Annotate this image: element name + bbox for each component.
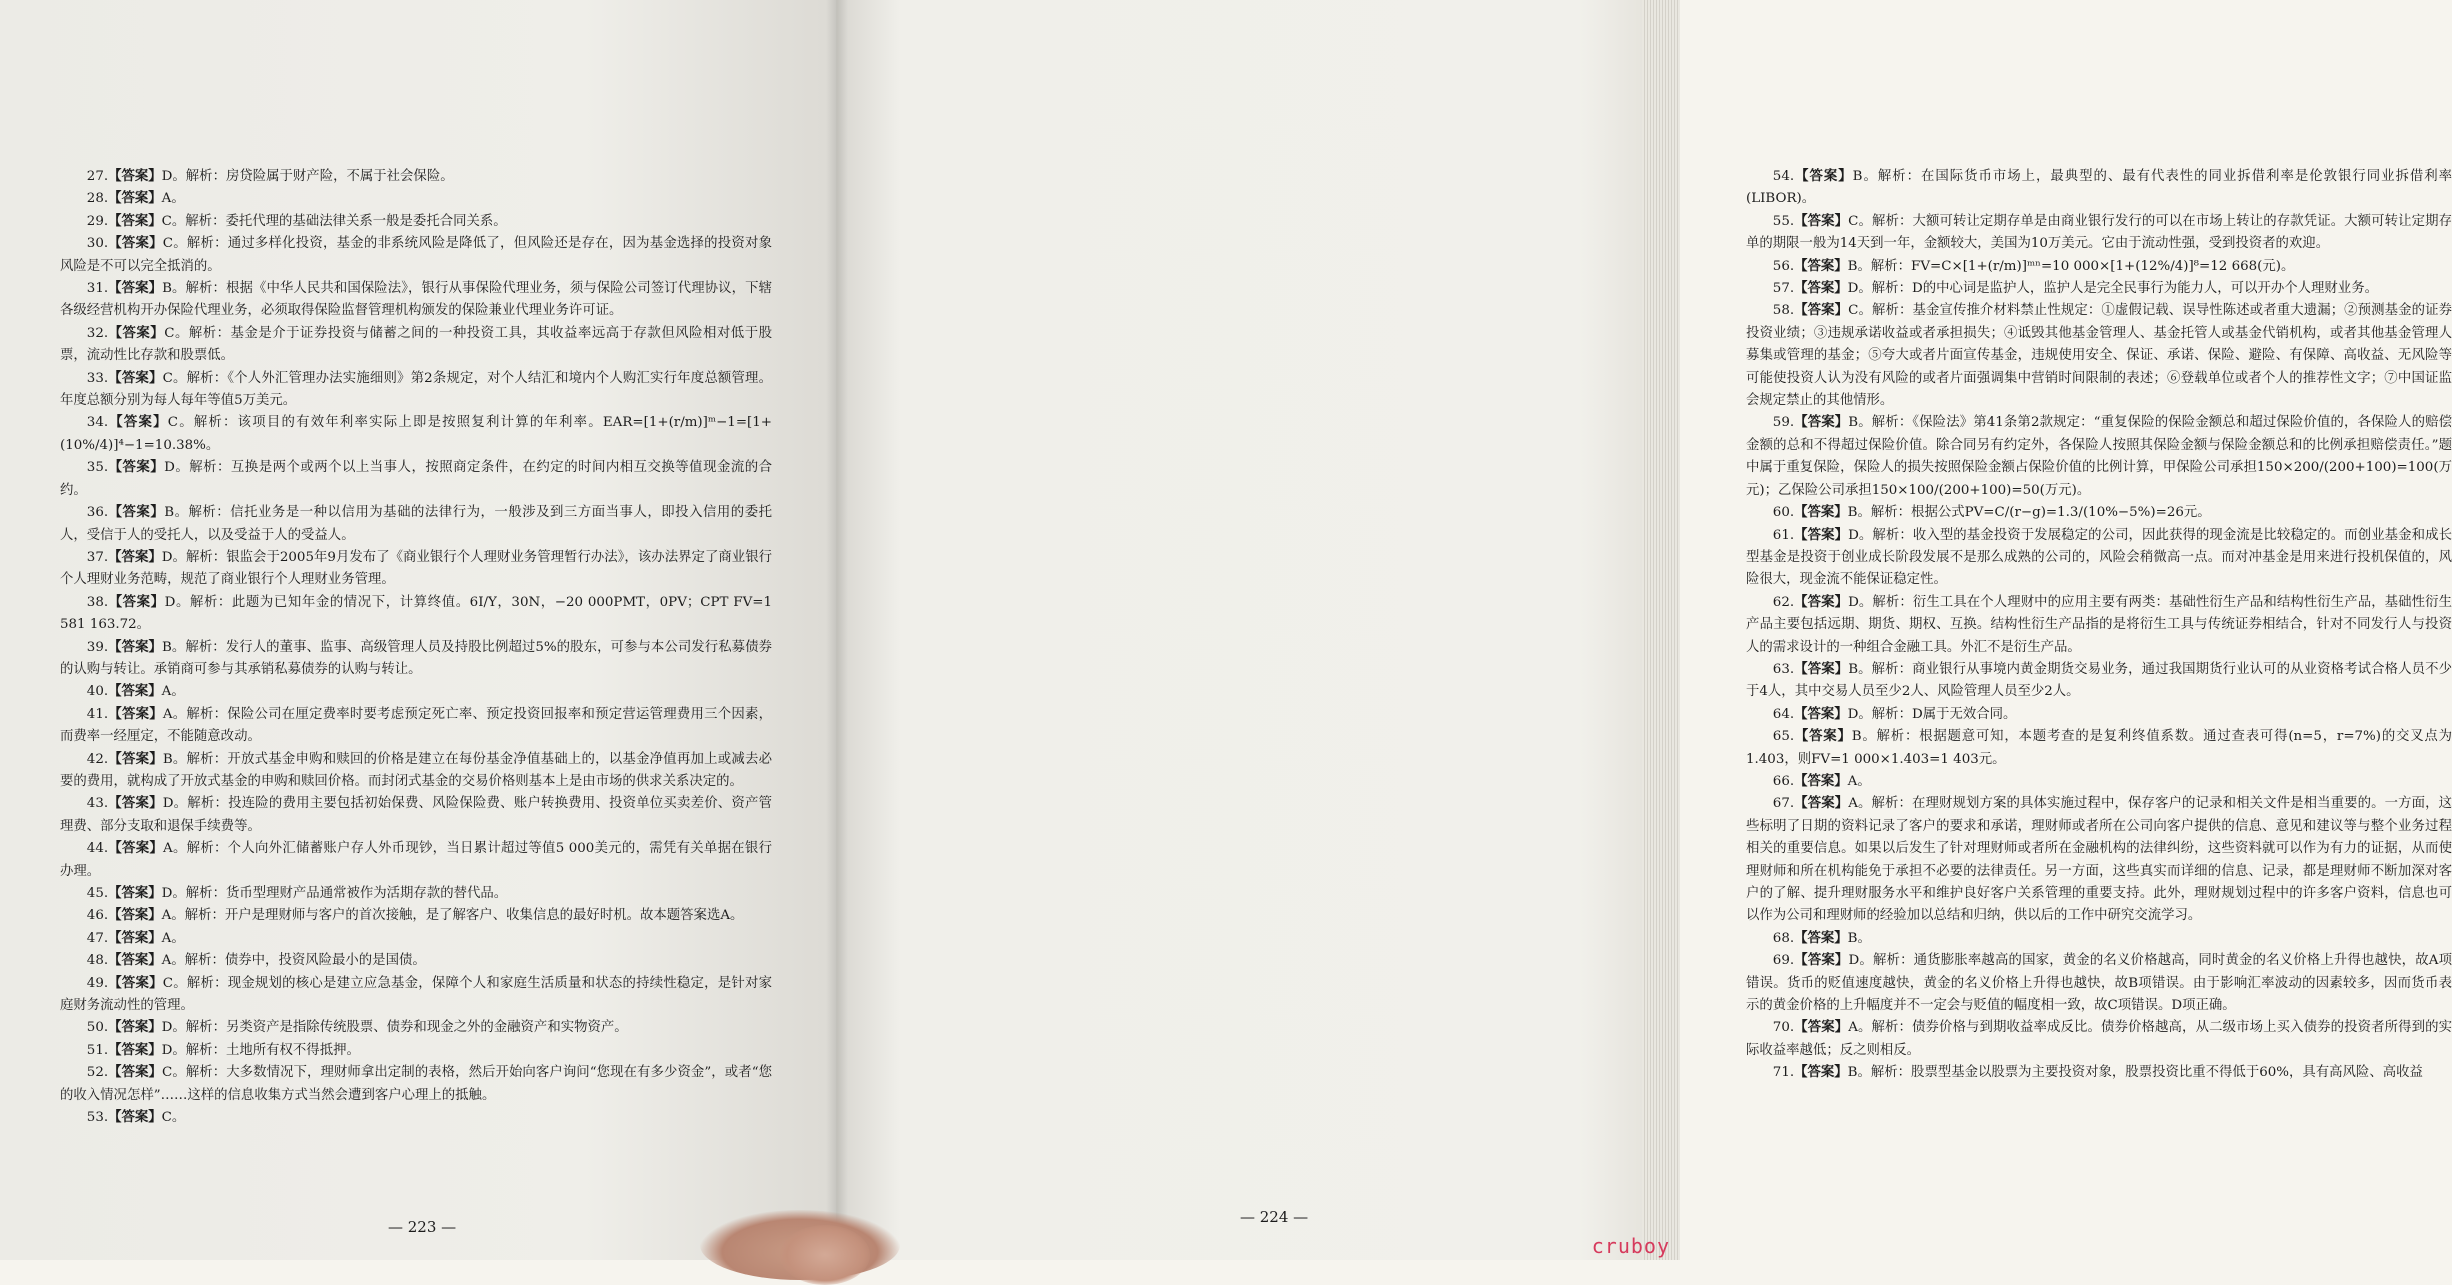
answer-entry <box>1746 771 2452 793</box>
answer-label: 【答案】 <box>108 325 165 341</box>
answer-text: B。解析：在国际货币市场上，最典型的、最有代表性的同业拆借利率是伦敦银行同业拆借利率(LIBOR)。 <box>1746 169 2452 207</box>
answer-label: 【答案】 <box>108 236 163 252</box>
question-number: 34. <box>86 415 109 431</box>
answer-entry <box>60 928 772 950</box>
finger-holding-book <box>780 1225 870 1285</box>
answer-text: A。 <box>161 930 185 946</box>
answer-entry <box>1746 166 2452 211</box>
question-number: 40. <box>86 684 109 700</box>
answer-entry <box>1746 256 2452 278</box>
answer-label: 【答案】 <box>1794 796 1849 812</box>
answer-text: C。解析：该项目的有效年利率实际上即是按照复利计算的年利率。EAR=[1+(r/m)]ᵐ−1=[1+(10%/4)]⁴−1=10.38%。 <box>60 415 772 453</box>
answer-label: 【答案】 <box>108 1042 162 1058</box>
answer-label: 【答案】 <box>1794 303 1849 319</box>
answer-entry <box>60 592 772 637</box>
question-number: 64. <box>1772 706 1795 722</box>
answer-label: 【答案】 <box>1794 1065 1848 1081</box>
answer-text: D。解析：投连险的费用主要包括初始保费、风险保险费、账户转换费用、投资单位买卖差价、资产管理费、部分支取和退保手续费等。 <box>60 796 773 834</box>
answer-label: 【答案】 <box>108 1020 162 1036</box>
answer-label: 【答案】 <box>108 415 168 431</box>
answer-label: 【答案】 <box>108 169 162 184</box>
answer-text: A。解析：个人向外汇储蓄账户存人外币现钞，当日累计超过等值5 000美元的，需凭有关单据在银行办理。 <box>60 841 772 879</box>
answer-text: C。解析：委托代理的基础法律关系一般是委托合同关系。 <box>161 213 507 229</box>
question-number: 29. <box>86 213 109 229</box>
answer-text: D。解析：另类资产是指除传统股票、债券和现金之外的金融资产和实物资产。 <box>161 1020 628 1036</box>
answer-label: 【答案】 <box>108 213 162 229</box>
answer-entry <box>1746 726 2452 771</box>
answer-label: 【答案】 <box>108 684 162 700</box>
answer-label: 【答案】 <box>1794 169 1853 184</box>
answer-label: 【答案】 <box>1794 1020 1849 1036</box>
question-number: 62. <box>1772 594 1795 610</box>
answer-text: A。解析：债券价格与到期收益率成反比。债券价格越高，从二级市场上买入债券的投资者所得到的实际收益率越低；反之则相反。 <box>1746 1020 2452 1058</box>
question-number: 70. <box>1772 1020 1795 1036</box>
answer-label: 【答案】 <box>108 886 162 901</box>
answer-label: 【答案】 <box>108 1065 163 1081</box>
answer-entry <box>60 323 772 368</box>
answer-entry <box>1746 300 2452 412</box>
answer-label: 【答案】 <box>108 841 164 857</box>
question-number: 30. <box>86 236 109 252</box>
question-number: 66. <box>1772 773 1795 789</box>
question-number: 43. <box>86 796 109 812</box>
question-number: 54. <box>1772 169 1795 184</box>
answer-entry <box>60 457 772 502</box>
answer-entry <box>60 883 772 905</box>
answer-text: D。解析：D的中心词是监护人，监护人是完全民事行为能力人，可以开办个人理财业务。 <box>1847 281 2378 297</box>
answer-text: B。解析：根据题意可知，本题考查的是复利终值系数。通过查表可得(n=5，r=7%)的交叉点为1.403，则FV=1 000×1.403=1 403元。 <box>1746 729 2452 767</box>
question-number: 47. <box>86 930 109 946</box>
answer-text: A。解析：保险公司在厘定费率时要考虑预定死亡率、预定投资回报率和预定营运管理费用三个因素，而费率一经厘定，不能随意改动。 <box>60 706 772 745</box>
answer-text: B。解析：商业银行从事境内黄金期货交易业务，通过我国期货行业认可的从业资格考试合格人员不少于4人，其中交易人员至少2人、风险管理人员至少2人。 <box>1746 661 2452 700</box>
question-number: 50. <box>86 1020 109 1036</box>
answer-entry <box>60 905 772 927</box>
question-number: 32. <box>86 325 109 341</box>
answer-label: 【答案】 <box>108 751 163 767</box>
answer-entry <box>1746 659 2452 704</box>
question-number: 69. <box>1772 953 1795 969</box>
page-edges <box>1642 0 1680 1260</box>
answer-label: 【答案】 <box>108 460 165 476</box>
answer-label: 【答案】 <box>108 930 162 946</box>
question-number: 31. <box>86 281 109 297</box>
answer-text: D。解析：此题为已知年金的情况下，计算终值。6I/Y，30N，−20 000PMT，0PV；CPT FV=1 581 163.72。 <box>60 594 772 633</box>
answer-text: B。解析：开放式基金申购和赎回的价格是建立在每份基金净值基础上的，以基金净值再加上或减去必要的费用，就构成了开放式基金的申购和赎回价格。而封闭式基金的交易价格则基本上是由市场的供求关系决定的。 <box>60 751 772 789</box>
answer-text: D。解析：土地所有权不得抵押。 <box>161 1042 360 1058</box>
answer-label: 【答案】 <box>108 505 165 521</box>
answer-entry <box>1746 928 2452 950</box>
answer-text: C。解析：通过多样化投资，基金的非系统风险是降低了，但风险还是存在，因为基金选择的投资对象风险是不可以完全抵消的。 <box>60 236 773 274</box>
answer-label: 【答案】 <box>1794 773 1848 789</box>
answer-entry <box>1746 1017 2452 1062</box>
answer-text: B。解析：信托业务是一种以信用为基础的法律行为，一般涉及到三方面当事人，即投入信用的委托人，受信于人的受托人，以及受益于人的受益人。 <box>60 505 772 543</box>
question-number: 28. <box>86 191 109 207</box>
answer-text: D。解析：互换是两个或两个以上当事人，按照商定条件，在约定的时间内相互交换等值现金流的合约。 <box>60 460 773 498</box>
answer-entry <box>1746 502 2452 524</box>
answer-label: 【答案】 <box>1794 527 1849 543</box>
answer-entry <box>60 704 772 749</box>
answer-text: A。解析：在理财规划方案的具体实施过程中，保存客户的记录和相关文件是相当重要的。一方面，这些标明了日期的资料记录了客户的要求和承诺，理财师或者所在公司向客户提供的信息、意见和建议等与整个业务过程相关的重要信息。如果以后发生了针对理财师或者所在金融机构的法律纠纷，这些资料就可以作为有力的证据，从而使理财师和所在机构能免于承担不必要的法律责任。另一方面，这些真实而详细的信息、记录，都是理财师不断加深对客户的了解、提升理财服务水平和维护良好客户关系管理的重要支持。此外，理财规划过程中的许多客户资料，信息也可以作为公司和理财师的经验加以总结和归纳，供以后的工作中研究交流学习。 <box>1746 796 2452 924</box>
answer-label: 【答案】 <box>108 1110 162 1126</box>
answer-text: A。 <box>161 191 185 207</box>
question-number: 56. <box>1772 258 1795 274</box>
question-number: 42. <box>86 751 109 767</box>
question-number: 61. <box>1772 527 1795 543</box>
question-number: 44. <box>86 841 109 857</box>
question-number: 68. <box>1772 930 1795 946</box>
answer-text: A。解析：开户是理财师与客户的首次接触，是了解客户、收集信息的最好时机。故本题答案选A。 <box>161 908 744 924</box>
answer-entry <box>60 502 772 547</box>
answer-label: 【答案】 <box>108 796 163 812</box>
answer-label: 【答案】 <box>1794 729 1852 745</box>
question-number: 48. <box>86 953 109 969</box>
answer-entry <box>60 278 772 323</box>
answer-text: C。解析：现金规划的核心是建立应急基金，保障个人和家庭生活质量和状态的持续性稳定，是针对家庭财务流动性的管理。 <box>60 975 773 1014</box>
answer-entry <box>1746 950 2452 1017</box>
answer-label: 【答案】 <box>108 953 162 969</box>
answer-text: C。解析：基金是介于证券投资与储蓄之间的一种投资工具，其收益率远高于存款但风险相对低于股票，流动性比存款和股票低。 <box>60 325 772 364</box>
answer-label: 【答案】 <box>1794 594 1849 610</box>
answer-label: 【答案】 <box>108 549 162 565</box>
question-number: 63. <box>1772 661 1795 677</box>
question-number: 37. <box>86 549 109 565</box>
question-number: 67. <box>1772 796 1795 812</box>
answer-label: 【答案】 <box>1794 706 1848 722</box>
question-number: 55. <box>1772 213 1795 229</box>
answer-entry <box>60 1040 772 1062</box>
answer-label: 【答案】 <box>1794 505 1848 521</box>
answer-entry <box>1746 278 2452 300</box>
answer-label: 【答案】 <box>108 370 163 386</box>
answer-text: B。解析：根据公式PV=C/(r−g)=1.3/(10%−5%)=26元。 <box>1847 505 2211 521</box>
answer-entry <box>60 368 772 413</box>
answer-text: B。 <box>1847 930 1871 946</box>
answer-text: C。解析：《个人外汇管理办法实施细则》第2条规定，对个人结汇和境内个人购汇实行年度总额管理。年度总额分别为每人每年等值5万美元。 <box>60 370 773 409</box>
answer-text: C。解析：基金宣传推介材料禁止性规定：①虚假记载、误导性陈述或者重大遗漏；②预测基金的证券投资业绩；③违规承诺收益或者承担损失；④诋毁其他基金管理人、基金托管人或基金代销机构，或者其他基金管理人募集或管理的基金；⑤夸大或者片面宣传基金，违规使用安全、保证、承诺、保险、避险、有保障、高收益、无风险等可能使投资人认为没有风险的或者片面强调集中营销时间限制的表述；⑥登载单位或者个人的推荐性文字；⑦中国证监会规定禁止的其他情形。 <box>1746 303 2452 409</box>
answer-entry <box>1746 211 2452 256</box>
answer-entry <box>60 166 772 188</box>
answer-text: D。解析：衍生工具在个人理财中的应用主要有两类：基础性衍生产品和结构性衍生产品，基础性衍生产品主要包括远期、期货、期权、互换。结构性衍生产品指的是将衍生工具与传统证券相结合，针对不同发行人与投资人的需求设计的一种组合金融工具。外汇不是衍生产品。 <box>1746 594 2452 655</box>
answer-label: 【答案】 <box>1794 258 1848 274</box>
answer-text: D。解析：银监会于2005年9月发布了《商业银行个人理财业务管理暂行办法》，该办法界定了商业银行个人理财业务范畴，规范了商业银行个人理财业务管理。 <box>60 549 772 588</box>
answer-text: B。解析：FV=C×[1+(r/m)]ᵐⁿ=10 000×[1+(12%/4)]⁸=12 668(元)。 <box>1847 258 2295 274</box>
answer-label: 【答案】 <box>108 975 163 991</box>
answer-text: A。 <box>161 684 185 700</box>
answer-entry <box>1746 1062 2452 1084</box>
answer-entry <box>60 749 772 794</box>
question-number: 36. <box>86 505 109 521</box>
book-spine <box>826 0 848 1260</box>
question-number: 65. <box>1772 729 1795 745</box>
question-number: 45. <box>86 886 109 901</box>
answer-text: A。 <box>1847 773 1871 789</box>
answer-text: D。解析：房贷险属于财产险，不属于社会保险。 <box>161 169 454 184</box>
answer-entry <box>1746 704 2452 726</box>
answer-text: C。解析：大额可转让定期存单是由商业银行发行的可以在市场上转让的存款凭证。大额可转让定期存单的期限一般为14天到一年，金额较大，美国为10万美元。它由于流动性强，受到投资者的欢迎。 <box>1746 213 2452 252</box>
answer-label: 【答案】 <box>108 281 163 297</box>
answer-entry <box>60 793 772 838</box>
question-number: 39. <box>86 639 109 655</box>
question-number: 52. <box>86 1065 109 1081</box>
answer-text: B。解析：根据《中华人民共和国保险法》，银行从事保险代理业务，须与保险公司签订代理协议，下辖各级经营机构开办保险代理业务，必须取得保险监督管理机构颁发的保险兼业代理业务许可证。 <box>60 281 773 319</box>
watermark: cruboy <box>1591 1234 1670 1258</box>
answer-text: B。解析：《保险法》第41条第2款规定：“重复保险的保险金额总和超过保险价值的，各保险人的赔偿金额的总和不得超过保险价值。除合同另有约定外，各保险人按照其保险金额与保险金额总和的比例承担赔偿责任。”题中属于重复保险，保险人的损失按照保险金额占保险价值的比例计算，甲保险公司承担150×200/(200+100)=100(万元)；乙保险公司承担150×100/(200+100)=50(万元)。 <box>1746 415 2452 498</box>
answer-label: 【答案】 <box>108 706 163 722</box>
question-number: 58. <box>1772 303 1795 319</box>
question-number: 51. <box>86 1042 109 1058</box>
question-number: 60. <box>1772 505 1795 521</box>
answer-label: 【答案】 <box>108 908 162 924</box>
answer-entry <box>60 1017 772 1039</box>
answer-text: D。解析：货币型理财产品通常被作为活期存款的替代品。 <box>161 886 508 901</box>
answer-entry <box>60 1107 772 1129</box>
left-page <box>0 0 836 1260</box>
right-page <box>836 0 2452 1260</box>
question-number: 53. <box>86 1110 109 1126</box>
answer-label: 【答案】 <box>108 191 162 207</box>
question-number: 27. <box>86 169 109 184</box>
answer-text: B。解析：股票型基金以股票为主要投资对象，股票投资比重不得低于60%，具有高风险、高收益 <box>1847 1065 2423 1081</box>
page-number-left: — 223 — <box>388 1218 457 1236</box>
answer-entry <box>1746 793 2452 927</box>
answer-entry <box>60 838 772 883</box>
answer-label: 【答案】 <box>1794 213 1849 229</box>
answer-entry <box>1746 525 2452 592</box>
answer-entry <box>60 412 772 457</box>
question-number: 41. <box>86 706 109 722</box>
answer-label: 【答案】 <box>1794 661 1849 677</box>
question-number: 33. <box>86 370 109 386</box>
page-number-right: — 224 — <box>1240 1208 1309 1226</box>
question-number: 57. <box>1772 281 1795 297</box>
answer-text: D。解析：D属于无效合同。 <box>1847 706 2017 722</box>
answer-entry <box>1746 592 2452 659</box>
answer-entry <box>60 681 772 703</box>
answer-text: D。解析：收入型的基金投资于发展稳定的公司，因此获得的现金流是比较稳定的。而创业基金和成长型基金是投资于创业成长阶段发展不是那么成熟的公司的，风险会稍微高一点。而对冲基金是用来进行投机保值的，风险很大，现金流不能保证稳定性。 <box>1746 527 2452 588</box>
left-answer-column <box>60 166 772 1129</box>
question-number: 71. <box>1772 1065 1795 1081</box>
answer-label: 【答案】 <box>1794 281 1848 297</box>
answer-label: 【答案】 <box>1794 415 1849 431</box>
answer-text: D。解析：通货膨胀率越高的国家，黄金的名义价格越高，同时黄金的名义价格上升得也越快，故A项错误。货币的贬值速度越快，黄金的名义价格上升得也越快，故B项错误。由于影响汇率波动的因素较多，因而货币表示的黄金价格的上升幅度并不一定会与贬值的幅度相一致，故C项错误。D项正确。 <box>1746 953 2452 1014</box>
question-number: 49. <box>86 975 109 991</box>
answer-entry <box>60 211 772 233</box>
answer-text: A。解析：债券中，投资风险最小的是国债。 <box>161 953 426 969</box>
question-number: 38. <box>86 594 109 610</box>
answer-entry <box>60 1062 772 1107</box>
right-answer-column <box>1746 166 2452 1085</box>
question-number: 59. <box>1772 415 1795 431</box>
answer-text: C。 <box>161 1110 186 1126</box>
answer-entry <box>60 973 772 1018</box>
answer-entry <box>60 637 772 682</box>
answer-entry <box>60 188 772 210</box>
question-number: 35. <box>86 460 109 476</box>
answer-entry <box>60 547 772 592</box>
question-number: 46. <box>86 908 109 924</box>
answer-text: B。解析：发行人的董事、监事、高级管理人员及持股比例超过5%的股东，可参与本公司发行私募债券的认购与转让。承销商可参与其承销私募债券的认购与转让。 <box>60 639 772 677</box>
answer-label: 【答案】 <box>108 639 163 655</box>
answer-label: 【答案】 <box>1794 953 1849 969</box>
answer-entry <box>60 950 772 972</box>
answer-label: 【答案】 <box>108 594 165 610</box>
answer-entry <box>60 233 772 278</box>
answer-text: C。解析：大多数情况下，理财师拿出定制的表格，然后开始向客户询问“您现在有多少资金”，或者“您的收入情况怎样”……这样的信息收集方式当然会遭到客户心理上的抵触。 <box>60 1065 773 1103</box>
answer-label: 【答案】 <box>1794 930 1848 946</box>
answer-entry <box>1746 412 2452 502</box>
